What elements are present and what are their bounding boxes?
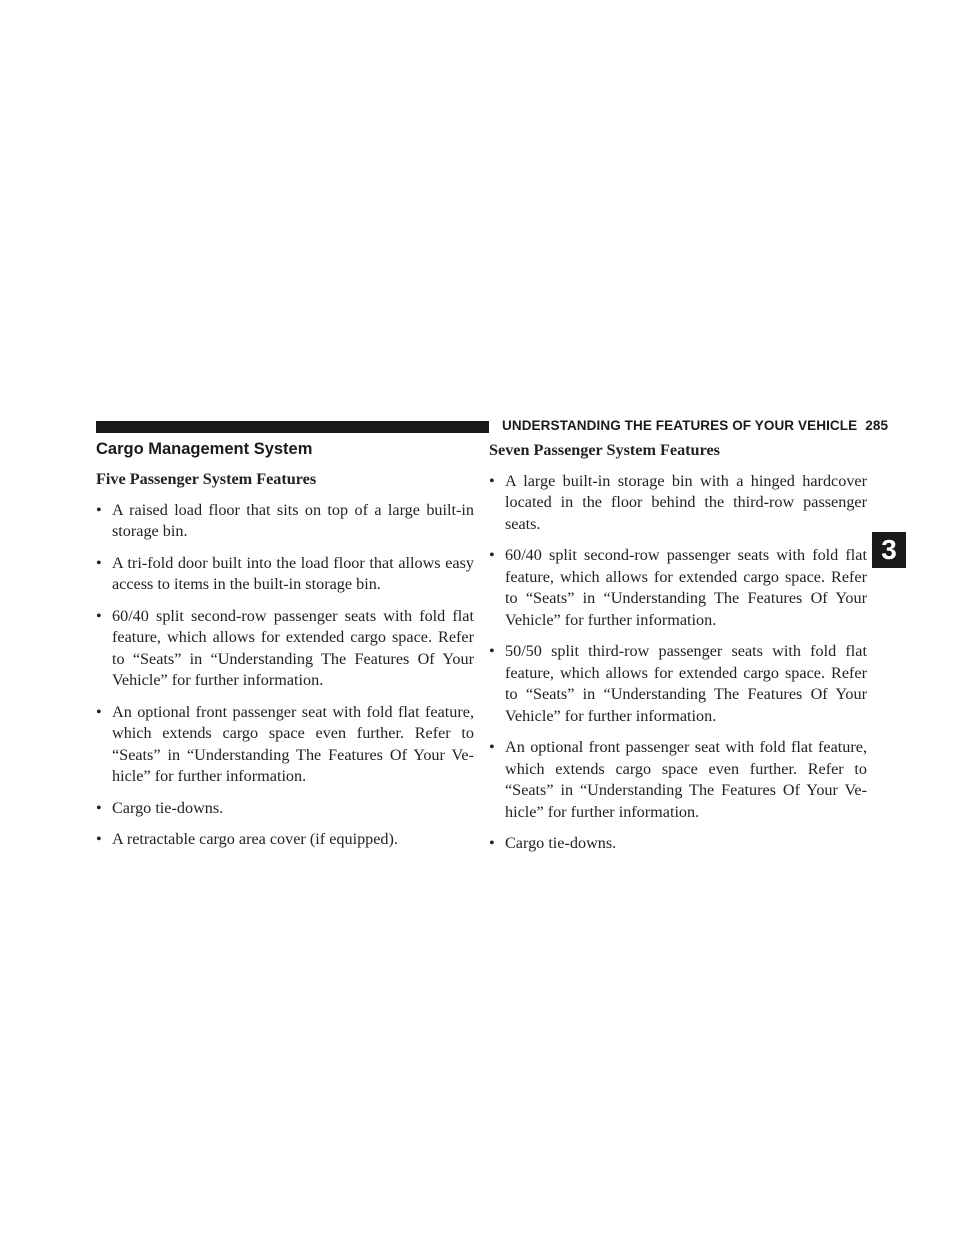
- list-item-text: 50/50 split third-row passenger seats with fold flat feature, which allows for extended cargo space. Refer to “Seats” in “Understanding The Features Of Your Vehicle” for further information.: [505, 642, 867, 725]
- list-item-text: A large built-in storage bin with a hinged hardcover located in the floor behind the third-row passenger seats.: [505, 471, 867, 533]
- list-item-text: An optional front passenger seat with fold flat feature, which extends cargo space even further. Refer to “Seats” in “Understanding The Features Of Your Ve-hicle” for further information.: [112, 702, 474, 785]
- list-item-text: A tri-fold door built into the load floor that allows easy access to items in the built-in storage bin.: [112, 553, 474, 593]
- list-item: [96, 798, 474, 820]
- bullet-icon: •: [96, 500, 102, 519]
- list-item-text: 60/40 split second-row passenger seats with fold flat feature, which allows for extended cargo space. Refer to “Seats” in “Understanding The Features Of Your Vehicle” for further information.: [505, 546, 867, 629]
- list-item: [96, 553, 474, 596]
- bullet-icon: •: [96, 702, 102, 721]
- list-item-text: A retractable cargo area cover (if equipped).: [112, 830, 398, 848]
- list-item: [489, 641, 867, 727]
- bullet-icon: •: [489, 546, 495, 564]
- list-item-text: An optional front passenger seat with fold flat feature, which extends cargo space even further. Refer to “Seats” in “Understanding The Features Of Your Ve-hicle” for further information.: [505, 738, 867, 821]
- bullet-icon: •: [96, 830, 102, 848]
- list-item: [489, 471, 867, 536]
- chapter-tab: 3: [872, 532, 906, 568]
- five-passenger-feature-list: [96, 500, 474, 851]
- running-header: [502, 418, 888, 433]
- seven-passenger-subheading: Seven Passenger System Features: [489, 441, 720, 459]
- list-item: [489, 545, 867, 631]
- list-item-text: Cargo tie-downs.: [505, 834, 617, 852]
- list-item: [489, 737, 867, 823]
- running-header-title: UNDERSTANDING THE FEATURES OF YOUR VEHICLE: [502, 418, 858, 433]
- list-item: [96, 829, 474, 851]
- page-number: 285: [865, 418, 889, 433]
- bullet-icon: •: [96, 606, 102, 625]
- list-item: [96, 500, 474, 543]
- seven-passenger-feature-list: [489, 471, 867, 855]
- bullet-icon: •: [489, 738, 495, 756]
- list-item-text: 60/40 split second-row passenger seats with fold flat feature, which allows for extended cargo space. Refer to “Seats” in “Understanding The Features Of Your Vehicle” for further information.: [112, 606, 474, 689]
- bullet-icon: •: [489, 642, 495, 660]
- header-rule: [96, 421, 489, 433]
- bullet-icon: •: [96, 798, 102, 817]
- section-title: Cargo Management System: [96, 440, 313, 458]
- bullet-icon: •: [489, 834, 495, 852]
- right-column: [489, 440, 867, 865]
- list-item: [489, 833, 867, 855]
- list-item: [96, 606, 474, 692]
- bullet-icon: •: [96, 553, 102, 572]
- list-item-text: A raised load floor that sits on top of a large built-in storage bin.: [112, 500, 474, 540]
- bullet-icon: •: [489, 471, 495, 490]
- list-item: [96, 702, 474, 788]
- list-item-text: Cargo tie-downs.: [112, 798, 224, 817]
- five-passenger-subheading: Five Passenger System Features: [96, 470, 317, 488]
- left-column: [96, 469, 474, 861]
